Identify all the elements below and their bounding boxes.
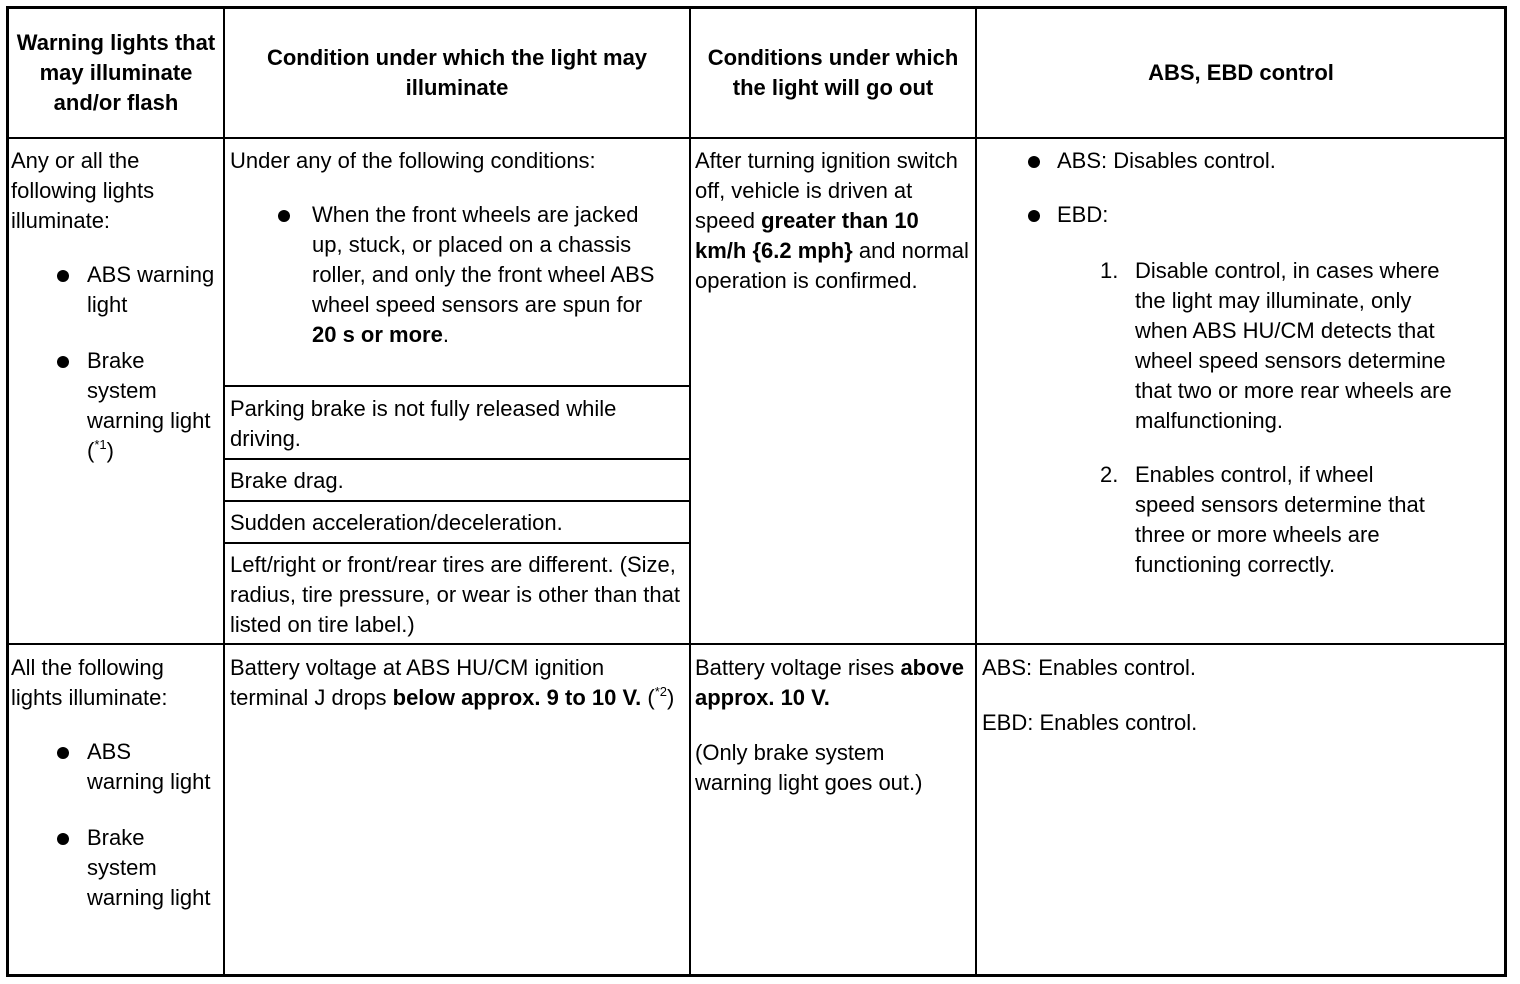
- footnote-ref-1: *1: [94, 437, 107, 452]
- row-divider: [224, 500, 690, 502]
- list-item-ebd-control: EBD:: [980, 200, 1500, 230]
- footnote-ref-2: *2: [654, 684, 667, 699]
- brake-light-text: Brake system warning light (: [87, 348, 211, 463]
- header-condition-go-out: Conditions under which the light will go out: [707, 45, 959, 100]
- row-divider: [224, 458, 690, 460]
- row2-abs-ebd-control: [982, 653, 1497, 738]
- list-item-brake-light: Brake system warning light: [11, 823, 211, 913]
- item-text: Enables control, if wheel speed sensors determine that three or more wheels are functioning correctly.: [1135, 462, 1425, 577]
- go-out-note: (Only brake system warning light goes out.): [695, 740, 923, 795]
- lights-intro: Any or all the following lights illuminate:: [11, 148, 155, 233]
- row-divider: [6, 643, 1507, 645]
- go-out-text: After turning ignition switch off, vehicle is driven at speed: [695, 148, 958, 233]
- go-out-text: [695, 653, 965, 713]
- condition-intro: Under any of the following conditions:: [230, 148, 596, 173]
- voltage-rise-threshold: above approx. 10 V.: [695, 655, 965, 710]
- row-divider: [224, 385, 690, 387]
- speed-threshold: greater than 10 km/h {6.2 mph}: [695, 208, 919, 263]
- voltage-threshold: below approx. 9 to 10 V.: [392, 685, 642, 710]
- row-divider: [6, 137, 1507, 139]
- paren-open: (: [641, 685, 655, 710]
- condition-brake-drag: Brake drag.: [230, 468, 344, 493]
- list-item-abs-light: ABS warning light: [11, 260, 219, 320]
- list-item-abs-light: ABS warning light: [11, 737, 211, 797]
- abs-control-text: ABS: Enables control.: [982, 655, 1197, 680]
- list-item-ebd-1: [980, 256, 1500, 436]
- row2-warning-lights: [11, 653, 211, 913]
- row1-go-out-condition: [695, 146, 973, 296]
- list-item-brake-light: [11, 346, 219, 466]
- condition-tires: Left/right or front/rear tires are different. (Size, radius, tire pressure, or wear is other than that listed on tire label.): [230, 552, 680, 637]
- condition-text: Battery voltage at ABS HU/CM ignition terminal J drops: [230, 655, 605, 710]
- paren-close: ): [666, 685, 675, 710]
- condition-period: .: [442, 322, 449, 347]
- ebd-control-text: EBD: Enables control.: [982, 710, 1198, 735]
- item-number: 1.: [1100, 258, 1119, 283]
- condition-parking-brake: Parking brake is not fully released while driving.: [230, 396, 617, 451]
- column-divider: [975, 6, 977, 977]
- header-warning-lights: Warning lights that may illuminate and/or flash: [16, 30, 216, 115]
- row1-condition-main: [230, 146, 680, 350]
- item-number: 2.: [1100, 462, 1119, 487]
- go-out-text-end: and normal operation is confirmed.: [695, 238, 969, 293]
- condition-sudden-accel: Sudden acceleration/deceleration.: [230, 510, 563, 535]
- row-divider: [224, 542, 690, 544]
- paren-close: ): [106, 438, 114, 463]
- lights-intro: All the following lights illuminate:: [11, 655, 168, 710]
- list-item-condition: [230, 200, 680, 350]
- row1-abs-ebd-control: [980, 146, 1500, 580]
- column-divider: [689, 6, 691, 977]
- row2-condition: [230, 653, 680, 713]
- column-divider: [223, 6, 225, 977]
- header-condition-illuminate: Condition under which the light may illuminate: [266, 45, 648, 100]
- list-item-ebd-2: [980, 460, 1500, 580]
- row2-go-out-condition: [695, 653, 965, 798]
- item-text: Disable control, in cases where the light may illuminate, only when ABS HU/CM detects that wheel speed sensors determine that two or more rear wheels are malfunctioning.: [1135, 258, 1452, 433]
- condition-text: When the front wheels are jacked up, stuck, or placed on a chassis roller, and only the front wheel ABS wheel speed sensors are spun for: [312, 202, 655, 317]
- condition-duration: 20 s or more: [312, 322, 443, 347]
- row1-warning-lights: [11, 146, 219, 466]
- list-item-abs-control: ABS: Disables control.: [980, 146, 1500, 176]
- header-abs-ebd-control: ABS, EBD control: [1148, 60, 1334, 85]
- go-out-prefix: Battery voltage rises: [695, 655, 901, 680]
